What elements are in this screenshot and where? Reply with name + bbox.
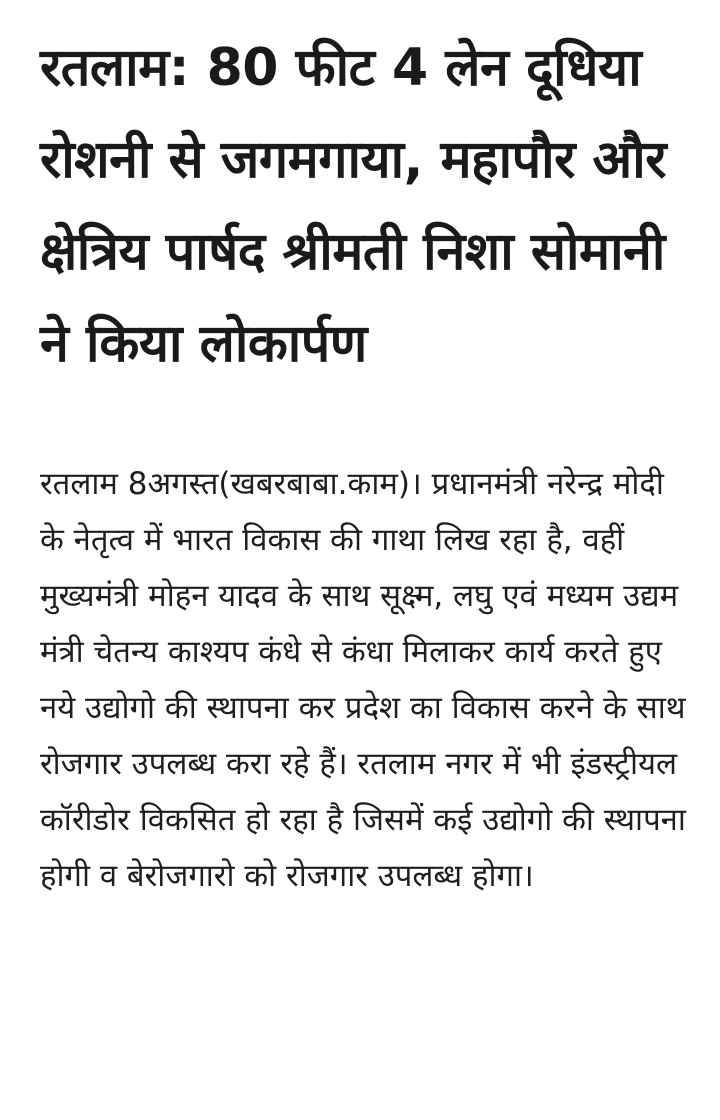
article-headline: रतलाम: 80 फीट 4 लेन दूधिया रोशनी से जगमगाया, महापौर और क्षेत्रिय पार्षद श्रीमती निशा सोमानी ने किया लोकार्पण <box>40 38 666 374</box>
article-body-paragraph: रतलाम 8अगस्त(खबरबाबा.काम)। प्रधानमंत्री नरेन्द्र मोदी के नेतृत्व में भारत विकास की गाथा लिख रहा है, वहीं मुख्यमंत्री मोहन यादव के साथ सूक्ष्म, लघु एवं मध्यम उद्यम मंत्री चेतन्य काश्यप कंधे से कंधा मिलाकर कार्य करते हुए नये उद्योगो की स्थापना कर प्रदेश का विकास करने के साथ रोजगार उपलब्ध करा रहे हैं। रतलाम नगर में भी इंडस्ट्रीयल कॉरीडोर विकसित हो रहा है जिसमें कई उद्योगो की स्थापना होगी व बेरोजगारो को रोजगार उपलब्ध होगा। <box>40 466 686 894</box>
